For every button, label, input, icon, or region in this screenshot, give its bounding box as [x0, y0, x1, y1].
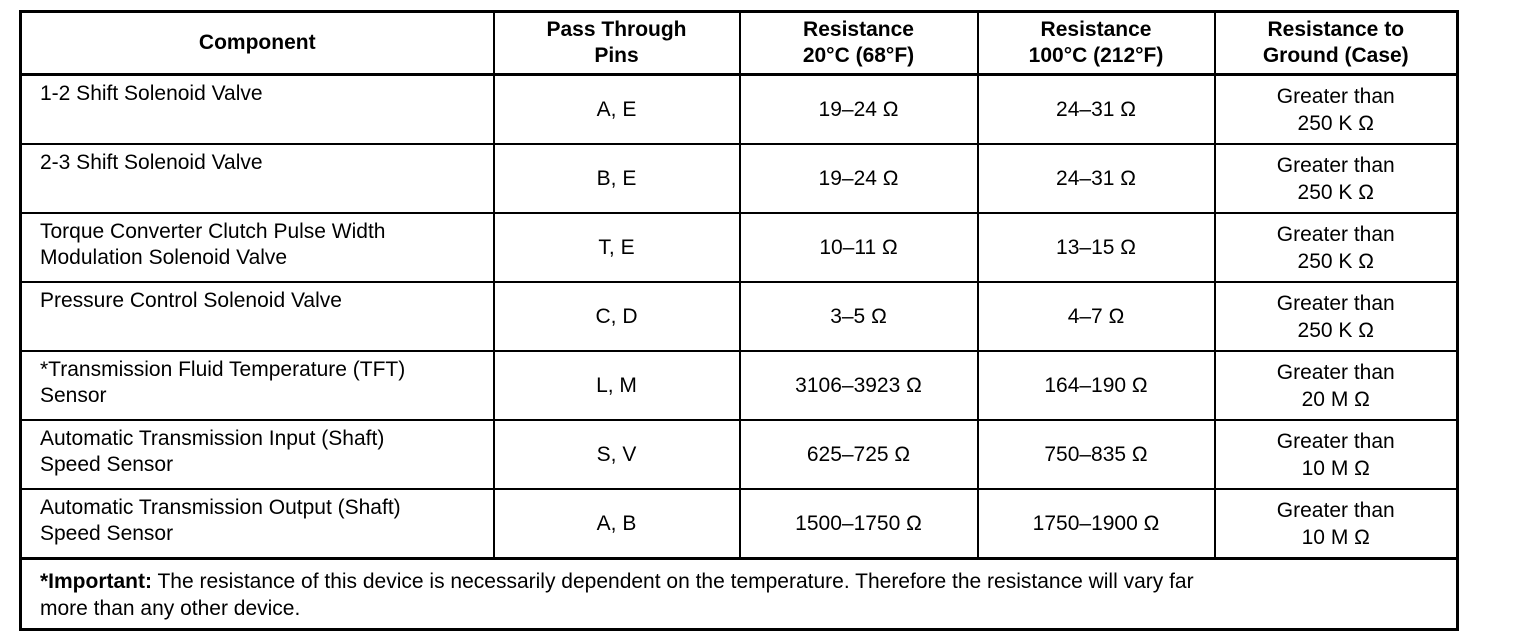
resistance-20c-cell: 19–24 Ω — [740, 144, 978, 213]
ground-value-line: Greater than — [1276, 153, 1395, 177]
header-pass-through-pins-line: Pins — [594, 44, 639, 67]
note-text-line2: more than any other device. — [40, 597, 301, 620]
resistance-to-ground-cell — [1215, 144, 1458, 213]
table-row — [21, 420, 1458, 489]
ground-value-line: 250 K Ω — [1297, 249, 1374, 273]
resistance-to-ground-cell — [1215, 282, 1458, 351]
header-resistance-to-ground — [1215, 12, 1458, 75]
resistance-100c-cell: 164–190 Ω — [978, 351, 1215, 420]
resistance-20c-cell: 3106–3923 Ω — [740, 351, 978, 420]
component-cell — [21, 282, 494, 351]
note-text-line1: The resistance of this device is necessarily dependent on the temperature. Therefore the resistance will vary far — [152, 570, 1194, 593]
resistance-to-ground-cell — [1215, 75, 1458, 145]
header-pass-through-pins-line: Pass Through — [546, 18, 687, 41]
ground-value-line: 20 M Ω — [1301, 387, 1370, 411]
note-row — [21, 559, 1458, 630]
pins-cell: S, V — [494, 420, 740, 489]
ground-value-line: 250 K Ω — [1297, 180, 1374, 204]
component-name-line: *Transmission Fluid Temperature (TFT) — [40, 358, 406, 381]
spec-table-container — [19, 10, 1456, 631]
component-cell — [21, 144, 494, 213]
ground-value-line: 10 M Ω — [1301, 525, 1370, 549]
table-row — [21, 489, 1458, 559]
component-cell — [21, 420, 494, 489]
resistance-spec-table — [19, 10, 1459, 631]
note-label: *Important: — [40, 570, 152, 593]
resistance-100c-cell: 24–31 Ω — [978, 75, 1215, 145]
resistance-20c-cell: 625–725 Ω — [740, 420, 978, 489]
header-row — [21, 12, 1458, 75]
ground-value-line: 250 K Ω — [1297, 111, 1374, 135]
header-resistance-20c-line: Resistance — [803, 18, 914, 41]
header-resistance-20c-line: 20°C (68°F) — [802, 44, 915, 67]
pins-cell: L, M — [494, 351, 740, 420]
ground-value-line: Greater than — [1276, 360, 1395, 384]
component-name-line: Speed Sensor — [40, 453, 174, 476]
table-row — [21, 144, 1458, 213]
header-resistance-100c-line: Resistance — [1040, 18, 1152, 41]
important-note — [21, 559, 1458, 630]
resistance-to-ground-cell — [1215, 213, 1458, 282]
header-resistance-to-ground-line: Ground (Case) — [1262, 44, 1409, 67]
table-row — [21, 282, 1458, 351]
ground-value-line: Greater than — [1276, 429, 1395, 453]
pins-cell: A, E — [494, 75, 740, 145]
ground-value-line: 250 K Ω — [1297, 318, 1374, 342]
component-name-line: Torque Converter Clutch Pulse Width — [40, 220, 386, 243]
resistance-100c-cell: 4–7 Ω — [978, 282, 1215, 351]
component-name-line: Automatic Transmission Output (Shaft) — [40, 496, 401, 519]
header-pass-through-pins — [494, 12, 740, 75]
component-cell — [21, 75, 494, 145]
table-row — [21, 213, 1458, 282]
component-name-line: Sensor — [40, 384, 107, 407]
resistance-20c-cell: 10–11 Ω — [740, 213, 978, 282]
resistance-to-ground-cell — [1215, 420, 1458, 489]
resistance-20c-cell: 1500–1750 Ω — [740, 489, 978, 559]
header-resistance-20c — [740, 12, 978, 75]
table-body — [21, 75, 1458, 559]
pins-cell: B, E — [494, 144, 740, 213]
resistance-20c-cell: 3–5 Ω — [740, 282, 978, 351]
resistance-100c-cell: 24–31 Ω — [978, 144, 1215, 213]
resistance-to-ground-cell — [1215, 351, 1458, 420]
header-resistance-to-ground-line: Resistance to — [1267, 18, 1405, 41]
pins-cell: A, B — [494, 489, 740, 559]
pins-cell: T, E — [494, 213, 740, 282]
component-cell — [21, 489, 494, 559]
table-row — [21, 351, 1458, 420]
component-name-line: 2-3 Shift Solenoid Valve — [40, 151, 263, 174]
pins-cell: C, D — [494, 282, 740, 351]
component-name-line: Pressure Control Solenoid Valve — [40, 289, 342, 312]
component-cell — [21, 213, 494, 282]
header-component — [21, 12, 494, 75]
ground-value-line: Greater than — [1276, 291, 1395, 315]
resistance-100c-cell: 13–15 Ω — [978, 213, 1215, 282]
ground-value-line: 10 M Ω — [1301, 456, 1370, 480]
component-cell — [21, 351, 494, 420]
component-name-line: Speed Sensor — [40, 522, 174, 545]
component-name-line: Automatic Transmission Input (Shaft) — [40, 427, 385, 450]
component-name-line: 1-2 Shift Solenoid Valve — [40, 82, 263, 105]
header-component-line: Component — [198, 31, 316, 54]
resistance-100c-cell: 1750–1900 Ω — [978, 489, 1215, 559]
resistance-100c-cell: 750–835 Ω — [978, 420, 1215, 489]
component-name-line: Modulation Solenoid Valve — [40, 246, 288, 269]
resistance-to-ground-cell — [1215, 489, 1458, 559]
ground-value-line: Greater than — [1276, 222, 1395, 246]
header-resistance-100c — [978, 12, 1215, 75]
resistance-20c-cell: 19–24 Ω — [740, 75, 978, 145]
ground-value-line: Greater than — [1276, 498, 1395, 522]
ground-value-line: Greater than — [1276, 84, 1395, 108]
table-row — [21, 75, 1458, 145]
header-resistance-100c-line: 100°C (212°F) — [1028, 44, 1164, 67]
